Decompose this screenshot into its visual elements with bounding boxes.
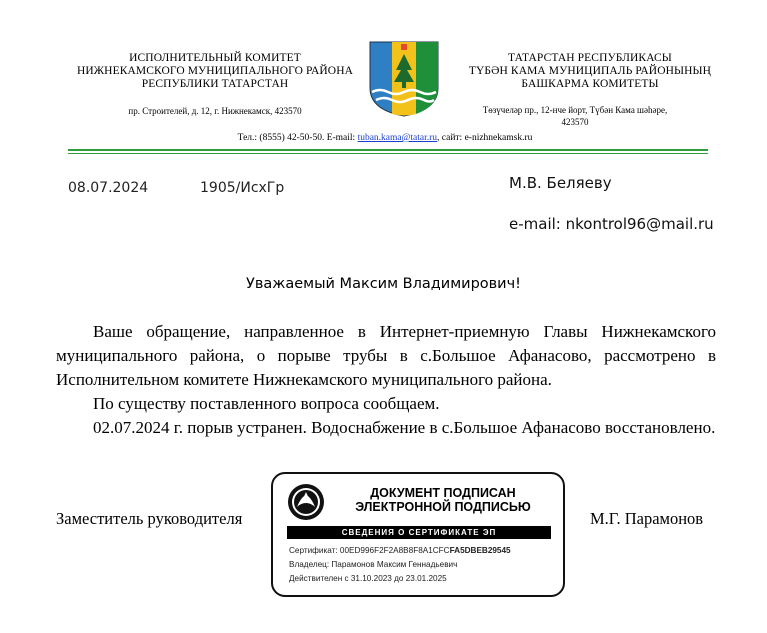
header-divider-thick — [68, 149, 708, 151]
letter-reg-number: 1905/ИсхГр — [200, 180, 285, 196]
letter-body — [56, 320, 716, 440]
header-left-address: пр. Строителей, д. 12, г. Нижнекамск, 423570 — [128, 106, 302, 116]
letter-date: 08.07.2024 — [68, 180, 149, 196]
letter-greeting: Уважаемый Максим Владимирович! — [246, 276, 521, 292]
stamp-cert-header: СВЕДЕНИЯ О СЕРТИФИКАТЕ ЭП — [287, 526, 551, 539]
stamp-title-line-1: ДОКУМЕНТ ПОДПИСАН — [370, 486, 516, 500]
header-right-address — [460, 104, 690, 128]
stamp-cert-label: Сертификат: — [289, 546, 340, 555]
header-left-org — [70, 52, 360, 91]
header-right-org — [440, 52, 740, 91]
tatarstan-seal-icon — [287, 483, 325, 521]
addressee-email: e-mail: nkontrol96@mail.ru — [509, 215, 714, 233]
stamp-title-line-2: ЭЛЕКТРОННОЙ ПОДПИСЬЮ — [355, 500, 531, 514]
letter-paragraph-3: 02.07.2024 г. порыв устранен. Водоснабжение в с.Большое Афанасово восстановлено. — [93, 418, 716, 437]
letter-paragraph-1: Ваше обращение, направленное в Интернет-приемную Главы Нижнекамского муниципального района, о порыве трубы в с.Большое Афанасово, рассмотрено в Исполнительном комитете Нижнекамского муниципального района. — [56, 322, 716, 389]
contacts-site: , сайт: e-nizhnekamsk.ru — [437, 133, 533, 143]
header-left-line-2: НИЖНЕКАМСКОГО МУНИЦИПАЛЬНОГО РАЙОНА — [76, 65, 354, 77]
contacts-email-link[interactable]: tuban.kama@tatar.ru — [357, 133, 438, 143]
letter-paragraph-2: По существу поставленного вопроса сообщаем. — [93, 394, 440, 413]
header-right-address-line-2: 423570 — [561, 117, 589, 127]
stamp-validity: Действителен с 31.10.2023 до 23.01.2025 — [289, 574, 447, 583]
stamp-cert-bold: FA5DBEB29545 — [449, 546, 511, 555]
stamp-owner: Владелец: Парамонов Максим Геннадьевич — [289, 560, 458, 569]
header-right-line-2: ТҮБӘН КАМА МУНИЦИПАЛЬ РАЙОНЫНЫҢ — [468, 65, 712, 77]
header-right-line-3: БАШКАРМА КОМИТЕТЫ — [521, 78, 659, 90]
header-right-line-1: ТАТАРСТАН РЕСПУБЛИКАСЫ — [508, 52, 672, 64]
header-contacts — [150, 133, 620, 143]
nizhnekamsk-emblem-icon — [368, 40, 440, 118]
stamp-cert-plain: 00ED996F2F2A8B8F8A1CFC — [339, 546, 450, 555]
e-signature-stamp — [271, 472, 565, 597]
addressee-name: М.В. Беляеву — [509, 174, 612, 192]
stamp-certificate — [289, 546, 511, 555]
contacts-phone: Тел.: (8555) 42-50-50. E-mail: — [237, 133, 358, 143]
signer-name: М.Г. Парамонов — [590, 509, 704, 528]
header-right-address-line-1: Төзүчеләр пр., 12-нче йорт, Түбән Кама шәһәре, — [482, 105, 668, 115]
header-divider-thin — [68, 153, 708, 154]
signer-role: Заместитель руководителя — [56, 509, 243, 528]
header-left-line-1: ИСПОЛНИТЕЛЬНЫЙ КОМИТЕТ — [129, 52, 301, 64]
header-left-line-3: РЕСПУБЛИКИ ТАТАРСТАН — [141, 78, 289, 90]
stamp-title — [335, 486, 551, 514]
